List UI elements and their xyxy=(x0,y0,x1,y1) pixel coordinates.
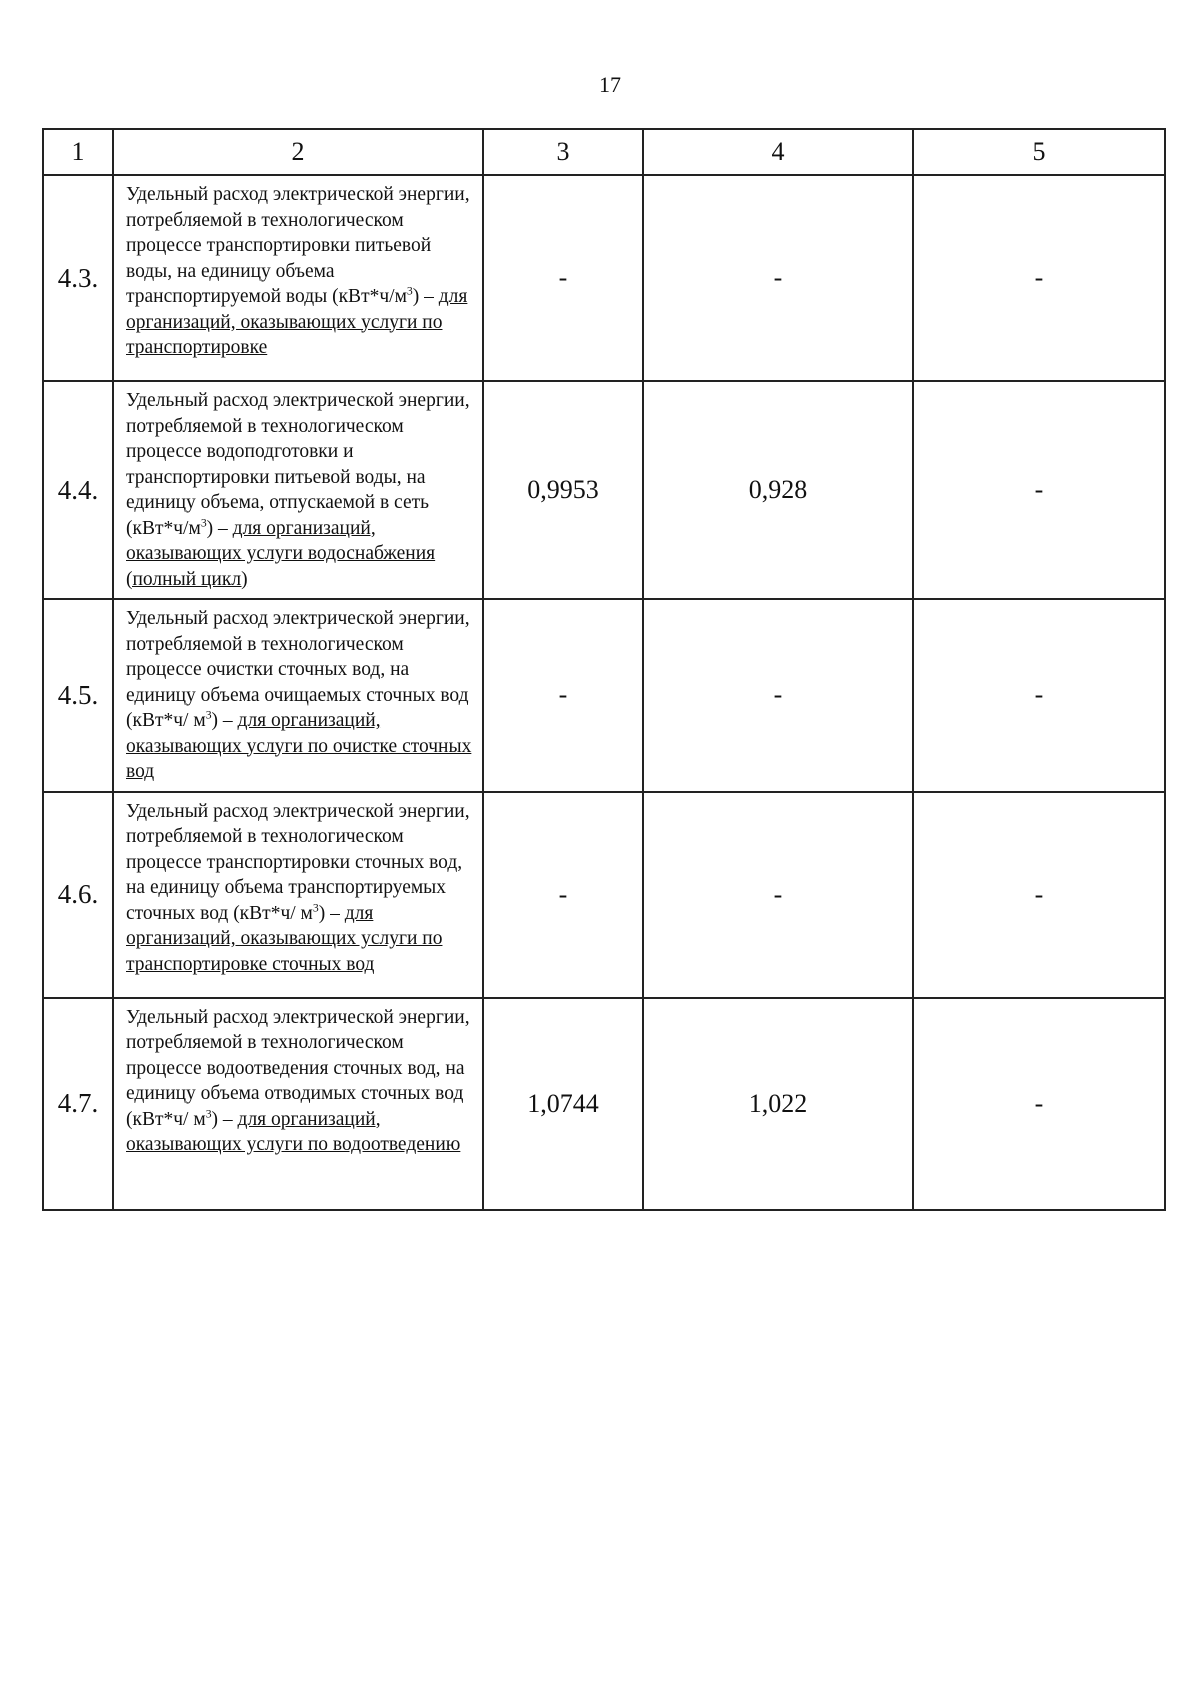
description-underlined: для организаций, оказывающих услуги по очистке сточных вод xyxy=(126,710,472,782)
description-underlined: для организаций, оказывающих услуги по водоотведению xyxy=(126,1108,461,1155)
description-text: Удельный расход электрической энергии, потребляемой в технологическом процессе водоотведения сточных вод, на единицу объема отводимых сточных вод (кВт*ч/ м xyxy=(126,1006,470,1130)
value-col-4: - xyxy=(643,599,913,792)
description-dash: ) – xyxy=(211,1108,238,1130)
value-col-5: - xyxy=(913,792,1165,998)
row-number: 4.4. xyxy=(43,381,113,599)
value-col-3: - xyxy=(483,599,643,792)
value-col-5: - xyxy=(913,175,1165,381)
table-row xyxy=(43,792,1165,998)
table-row xyxy=(43,599,1165,792)
value-col-4: 0,928 xyxy=(643,381,913,599)
superscript: 3 xyxy=(205,708,212,722)
description-underlined: для организаций, оказывающих услуги водоснабжения (полный цикл) xyxy=(126,517,436,590)
row-description xyxy=(113,792,483,998)
header-col-2: 2 xyxy=(113,129,483,175)
header-col-4: 4 xyxy=(643,129,913,175)
value-col-4: 1,022 xyxy=(643,998,913,1210)
value-col-3: 1,0744 xyxy=(483,998,643,1210)
value-col-5: - xyxy=(913,599,1165,792)
description-text: Удельный расход электрической энергии, потребляемой в технологическом процессе водоподготовки и транспортировки питьевой воды, на единицу объема, отпускаемой в сеть (кВт*ч/м xyxy=(126,390,470,539)
superscript: 3 xyxy=(312,901,319,914)
row-number: 4.6. xyxy=(43,792,113,998)
superscript: 3 xyxy=(406,284,413,298)
description-dash: ) – xyxy=(412,286,439,307)
row-number: 4.3. xyxy=(43,175,113,381)
table-header-row xyxy=(43,129,1165,175)
header-col-1: 1 xyxy=(43,129,113,175)
value-col-3: - xyxy=(483,175,643,381)
value-col-4: - xyxy=(643,175,913,381)
header-col-3: 3 xyxy=(483,129,643,175)
table-row xyxy=(43,998,1165,1210)
description-text: Удельный расход электрической энергии, потребляемой в технологическом процессе транспортировки питьевой воды, на единицу объема транспортируемой воды (кВт*ч/м xyxy=(126,184,470,307)
row-description xyxy=(113,381,483,599)
row-number: 4.7. xyxy=(43,998,113,1210)
description-dash: ) – xyxy=(206,517,233,539)
description-underlined: для организаций, оказывающих услуги по транспортировке xyxy=(126,286,468,358)
description-dash: ) – xyxy=(318,902,345,924)
row-number: 4.5. xyxy=(43,599,113,792)
row-description xyxy=(113,599,483,792)
description-underlined: для организаций, оказывающих услуги по транспортировке сточных вод xyxy=(126,902,443,975)
row-description xyxy=(113,998,483,1210)
page-number: 17 xyxy=(599,72,621,97)
description-text: Удельный расход электрической энергии, потребляемой в технологическом процессе очистки сточных вод, на единицу объема очищаемых сточных вод (кВт*ч/ м xyxy=(126,608,470,731)
value-col-3: - xyxy=(483,792,643,998)
header-col-5: 5 xyxy=(913,129,1165,175)
value-col-5: - xyxy=(913,998,1165,1210)
table-row xyxy=(43,381,1165,599)
value-col-5: - xyxy=(913,381,1165,599)
indicators-table xyxy=(42,128,1166,1211)
table-row xyxy=(43,175,1165,381)
value-col-4: - xyxy=(643,792,913,998)
superscript: 3 xyxy=(205,1107,212,1120)
row-description xyxy=(113,175,483,381)
superscript: 3 xyxy=(200,516,207,529)
description-dash: ) – xyxy=(211,710,238,731)
description-text: Удельный расход электрической энергии, потребляемой в технологическом процессе транспортировки сточных вод, на единицу объема транспортируемых сточных вод (кВт*ч/ м xyxy=(126,800,470,924)
value-col-3: 0,9953 xyxy=(483,381,643,599)
